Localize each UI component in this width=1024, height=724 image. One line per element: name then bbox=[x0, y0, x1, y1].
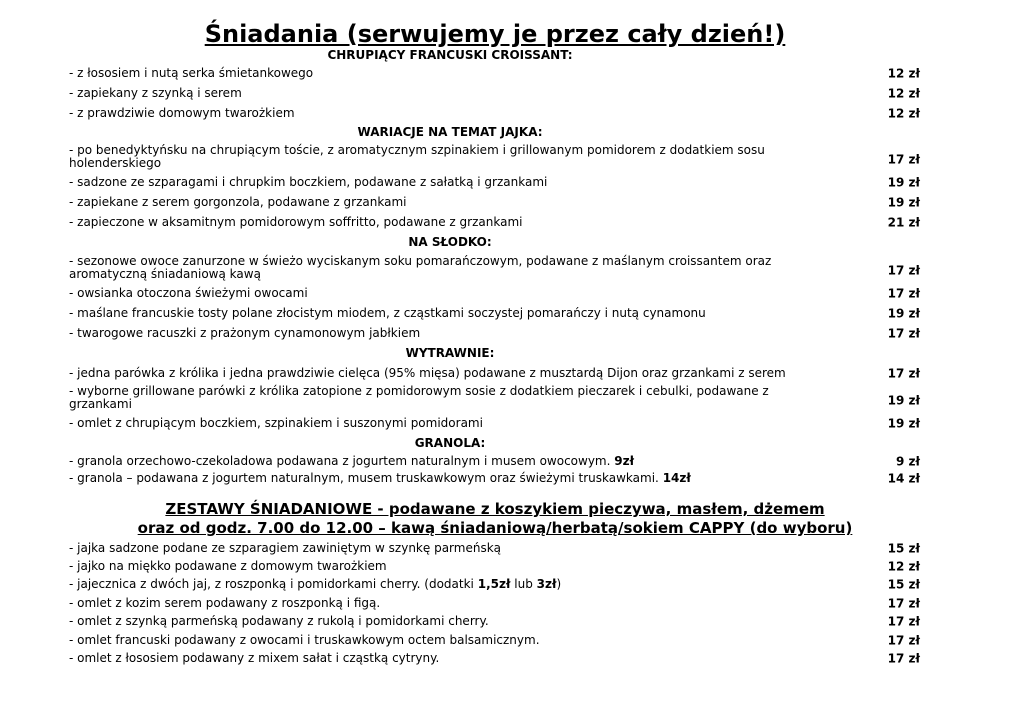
menu-item bbox=[69, 307, 929, 320]
menu-item bbox=[69, 176, 929, 189]
section-heading-croissant: CHRUPIĄCY FRANCUSKI CROISSANT: bbox=[327, 48, 573, 62]
item-description: - wyborne grillowane parówki z królika zatopione z pomidorowym sosie z dodatkiem pieczarek i cebulki, podawane z grzankami bbox=[69, 384, 769, 411]
item-price: 17 zł bbox=[887, 651, 920, 665]
item-description: - jajka sadzone podane ze szparagiem zawiniętym w szynkę parmeńską bbox=[69, 541, 502, 555]
item-description: - zapiekane z serem gorgonzola, podawane z grzankami bbox=[69, 195, 407, 209]
menu-item bbox=[69, 597, 929, 610]
menu-item bbox=[69, 367, 929, 380]
item-description: - omlet z kozim serem podawany z roszponką i figą. bbox=[69, 596, 381, 610]
menu-item bbox=[69, 615, 929, 628]
menu-item bbox=[69, 327, 929, 340]
zestawy-heading bbox=[0, 500, 990, 538]
menu-item bbox=[69, 107, 929, 120]
item-price: 14 zł bbox=[887, 471, 920, 485]
item-text: lub bbox=[514, 577, 533, 591]
item-price: 17 zł bbox=[887, 633, 920, 647]
item-text: - jajecznica z dwóch jaj, z roszponką i pomidorkami cherry. (dodatki bbox=[69, 577, 474, 591]
item-description: - zapiekany z szynką i serem bbox=[69, 86, 242, 100]
section-heading-wytrawnie: WYTRAWNIE: bbox=[405, 346, 495, 360]
item-text: ) bbox=[556, 577, 562, 591]
item-description: - twarogowe racuszki z prażonym cynamonowym jabłkiem bbox=[69, 326, 421, 340]
item-description: - jedna parówka z królika i jedna prawdziwie cielęca (95% mięsa) podawane z musztardą Dijon oraz grzankami z serem bbox=[69, 366, 786, 380]
item-description bbox=[69, 578, 809, 591]
item-addon-price: 1,5zł bbox=[477, 577, 511, 591]
item-description: - zapieczone w aksamitnym pomidorowym soffritto, podawane z grzankami bbox=[69, 215, 523, 229]
item-description bbox=[69, 455, 809, 468]
menu-item bbox=[69, 216, 929, 229]
item-description: - z prawdziwie domowym twarożkiem bbox=[69, 106, 295, 120]
menu-item bbox=[69, 417, 929, 430]
menu-item bbox=[69, 472, 929, 485]
item-price: 19 zł bbox=[887, 306, 920, 320]
menu-item bbox=[69, 542, 929, 555]
menu-item bbox=[69, 87, 929, 100]
item-description: - owsianka otoczona świeżymi owocami bbox=[69, 286, 308, 300]
item-price: 12 zł bbox=[887, 86, 920, 100]
item-price: 15 zł bbox=[887, 541, 920, 555]
menu-item bbox=[69, 634, 929, 647]
menu-item bbox=[69, 385, 929, 411]
item-price: 12 zł bbox=[887, 559, 920, 573]
item-addon-price: 3zł bbox=[536, 577, 557, 591]
menu-item bbox=[69, 455, 929, 468]
item-inline-price: 9zł bbox=[614, 454, 635, 468]
page-title: Śniadania (serwujemy je przez cały dzień!) bbox=[204, 20, 786, 48]
item-description: - omlet z chrupiącym boczkiem, szpinakiem i suszonymi pomidorami bbox=[69, 416, 483, 430]
item-description: - sadzone ze szparagami i chrupkim boczkiem, podawane z sałatką i grzankami bbox=[69, 175, 548, 189]
item-price: 12 zł bbox=[887, 66, 920, 80]
item-price: 17 zł bbox=[887, 366, 920, 380]
zestawy-heading-line1: ZESTAWY ŚNIADANIOWE - podawane z koszykiem pieczywa, masłem, dżemem bbox=[165, 500, 825, 518]
item-price: 17 zł bbox=[887, 152, 920, 167]
menu-item bbox=[69, 255, 929, 281]
menu-item bbox=[69, 196, 929, 209]
item-price: 15 zł bbox=[887, 577, 920, 591]
item-description: - omlet z łososiem podawany z mixem sałat i cząstką cytryny. bbox=[69, 651, 440, 665]
menu-item bbox=[69, 652, 929, 665]
zestawy-heading-line2: oraz od godz. 7.00 do 12.00 – kawą śniadaniową/herbatą/sokiem CAPPY (do wyboru) bbox=[137, 519, 853, 537]
item-price: 19 zł bbox=[887, 393, 920, 408]
item-price: 17 zł bbox=[887, 263, 920, 278]
item-inline-price: 14zł bbox=[662, 471, 691, 485]
item-price: 9 zł bbox=[896, 454, 920, 468]
item-price: 17 zł bbox=[887, 596, 920, 610]
item-description bbox=[69, 472, 809, 485]
menu-item bbox=[69, 287, 929, 300]
item-price: 19 zł bbox=[887, 416, 920, 430]
item-description: - omlet z szynką parmeńską podawany z rukolą i pomidorkami cherry. bbox=[69, 614, 489, 628]
item-text: - granola orzechowo-czekoladowa podawana z jogurtem naturalnym i musem owocowym. bbox=[69, 454, 611, 468]
item-description: - maślane francuskie tosty polane złocistym miodem, z cząstkami soczystej pomarańczy i nutą cynamonu bbox=[69, 306, 706, 320]
item-price: 12 zł bbox=[887, 106, 920, 120]
menu-item bbox=[69, 67, 929, 80]
section-heading-jajka: WARIACJE NA TEMAT JAJKA: bbox=[357, 125, 543, 139]
item-price: 17 zł bbox=[887, 286, 920, 300]
menu-item bbox=[69, 144, 929, 170]
item-price: 19 zł bbox=[887, 175, 920, 189]
menu-item bbox=[69, 560, 929, 573]
item-price: 21 zł bbox=[887, 215, 920, 229]
item-price: 17 zł bbox=[887, 614, 920, 628]
item-price: 19 zł bbox=[887, 195, 920, 209]
item-price: 17 zł bbox=[887, 326, 920, 340]
item-description: - po benedyktyńsku na chrupiącym toście, z aromatycznym szpinakiem i grillowanym pomidorem z dodatkiem sosu holenderskiego bbox=[69, 143, 765, 170]
section-heading-slodko: NA SŁODKO: bbox=[408, 235, 492, 249]
item-text: - granola – podawana z jogurtem naturalnym, musem truskawkowym oraz świeżymi truskawkami. bbox=[69, 471, 659, 485]
item-description: - z łososiem i nutą serka śmietankowego bbox=[69, 66, 314, 80]
item-description: - jajko na miękko podawane z domowym twarożkiem bbox=[69, 559, 387, 573]
section-heading-granola: GRANOLA: bbox=[414, 436, 486, 450]
item-description: - sezonowe owoce zanurzone w świeżo wyciskanym soku pomarańczowym, podawane z maślanym croissantem oraz aromatyczną śniadaniową kawą bbox=[69, 254, 772, 281]
item-description: - omlet francuski podawany z owocami i truskawkowym octem balsamicznym. bbox=[69, 633, 540, 647]
menu-item bbox=[69, 578, 929, 591]
